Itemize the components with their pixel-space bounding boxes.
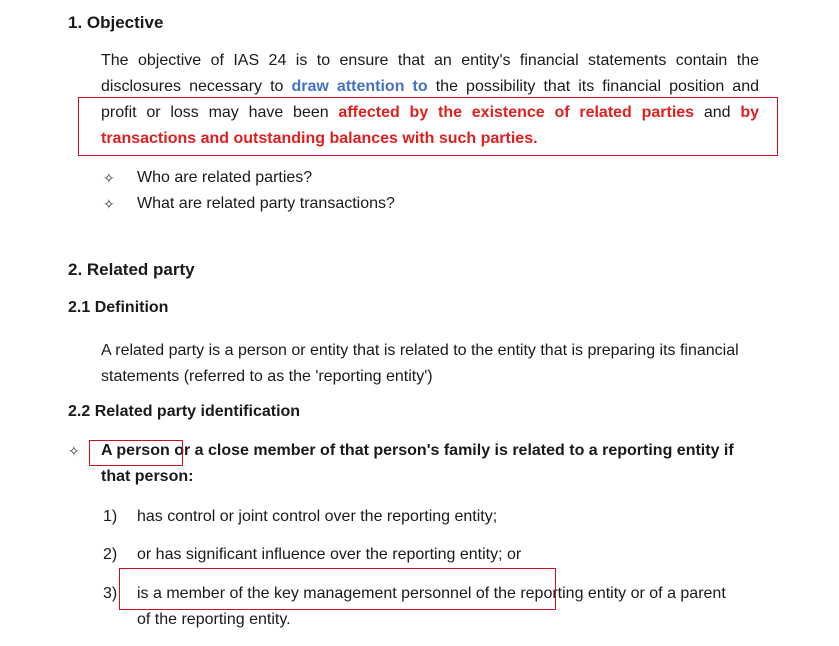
- item-number-1: 1): [103, 508, 118, 525]
- bullet-related-parties: Who are related parties?: [137, 169, 313, 186]
- draw-attention-emphasis: draw attention to: [291, 78, 428, 95]
- diamond-star-icon: ✧: [103, 170, 115, 186]
- subheading-definition: 2.1 Definition: [68, 299, 169, 316]
- diamond-star-icon: ✧: [68, 443, 80, 459]
- definition-line-2: statements (referred to as the 'reporting entity'): [101, 368, 433, 385]
- item-text-1: has control or joint control over the reporting entity;: [137, 508, 498, 525]
- bullet-related-transactions: What are related party transactions?: [137, 195, 395, 212]
- objective-line-3: profit or loss may have been affected by the existence of related parties and by: [101, 104, 759, 121]
- item-number-3: 3): [103, 585, 118, 602]
- section-heading-objective: 1. Objective: [68, 13, 164, 32]
- objective-line-1: The objective of IAS 24 is to ensure that an entity's financial statements contain the: [101, 52, 759, 69]
- highlight-box-objective: [78, 97, 778, 156]
- section-heading-related-party: 2. Related party: [68, 260, 195, 279]
- related-parties-emphasis: affected by the existence of related parties: [338, 104, 695, 121]
- item-text-2: or has significant influence over the reporting entity; or: [137, 546, 522, 563]
- highlight-box-a-person: [89, 440, 183, 466]
- item-number-2: 2): [103, 546, 118, 563]
- subheading-identification: 2.2 Related party identification: [68, 403, 301, 420]
- identification-line-2: that person:: [101, 468, 194, 485]
- identification-line-1: A person or a close member of that person's family is related to a reporting entity if: [101, 442, 734, 459]
- diamond-star-icon: ✧: [103, 196, 115, 212]
- transactions-emphasis: transactions and outstanding balances with such parties.: [101, 130, 538, 147]
- highlight-box-key-management: [119, 568, 556, 610]
- definition-line-1: A related party is a person or entity that is related to the entity that is preparing its financial: [101, 342, 739, 359]
- item-text-3: is a member of the key management personnel of the reporting entity or of a parent: [137, 585, 726, 602]
- item-text-3-cont: of the reporting entity.: [137, 611, 291, 628]
- objective-line-2: disclosures necessary to draw attention to the possibility that its financial position and: [101, 78, 759, 95]
